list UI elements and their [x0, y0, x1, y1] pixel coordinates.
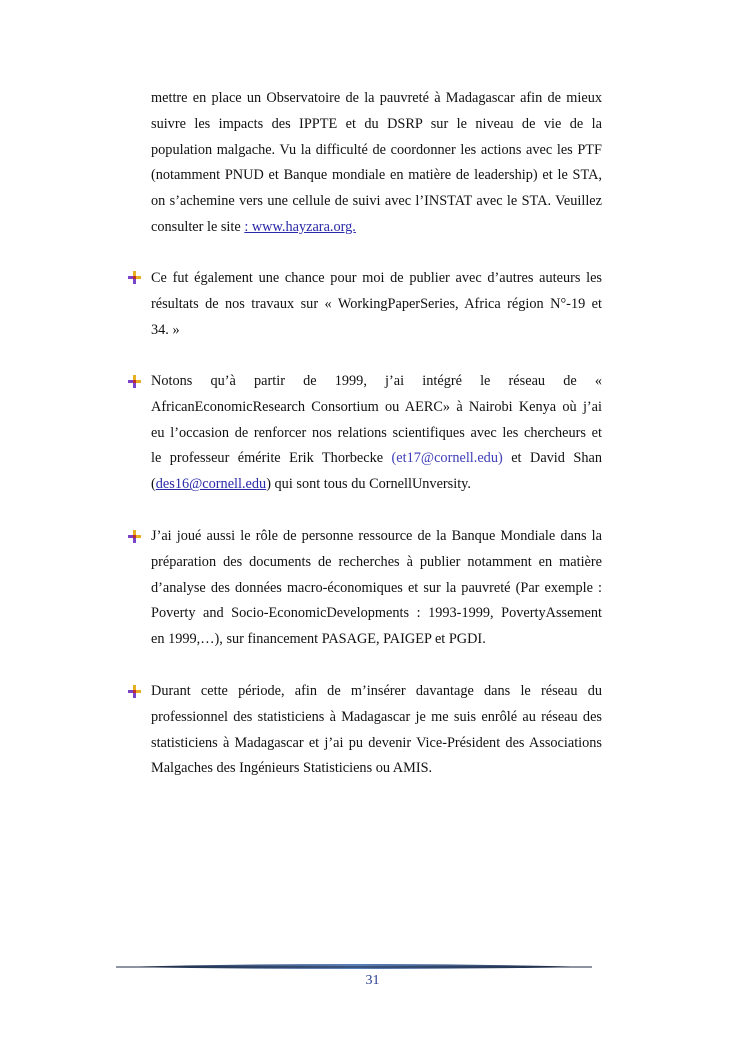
text-line: résultats de nos travaux sur « WorkingPaperSeries, Africa région N°-19 et: [151, 295, 602, 312]
paragraph-banque-mondiale: [151, 524, 602, 653]
text-line: J’ai joué aussi le rôle de personne ressource de la Banque Mondiale dans la: [151, 528, 602, 544]
shan-email-link[interactable]: des16@cornell.edu: [155, 476, 267, 493]
text-line: [151, 472, 602, 498]
text-line: suivre les impacts des IPPTE et du DSRP sur le niveau de vie de la: [151, 115, 602, 132]
text-line: en 1999,…), sur financement PASAGE, PAIGEP et PGDI.: [151, 631, 486, 648]
text-line: Durant cette période, afin de m’insérer davantage dans le réseau du: [151, 683, 602, 699]
text-fragment: consulter le site: [151, 218, 245, 235]
text-line: statisticiens à Madagascar et j’ai pu devenir Vice-Président des Associations: [151, 734, 602, 751]
text-line: Notons qu’à partir de 1999, j’ai intégré le réseau de «: [151, 373, 602, 389]
footer-rule: [116, 961, 592, 973]
bullet-icon: [128, 530, 141, 543]
page-number: 31: [365, 973, 380, 988]
text-line: préparation des documents de recherches à publier notamment en matière: [151, 553, 602, 570]
text-fragment: (: [151, 476, 156, 493]
text-line: mettre en place un Observatoire de la pauvreté à Madagascar afin de mieux: [151, 90, 602, 106]
text-line: [151, 446, 602, 472]
hayzara-link[interactable]: : www.hayzara.org.: [244, 218, 356, 235]
text-line: on s’achemine vers une cellule de suivi avec l’INSTAT avec le STA. Veuillez: [151, 193, 602, 210]
bullet-icon: [128, 375, 141, 388]
text-line: AfricanEconomicResearch Consortium ou AERC» à Nairobi Kenya où j’ai: [151, 398, 602, 415]
text-line: [151, 215, 602, 241]
text-line: Ce fut également une chance pour moi de publier avec d’autres auteurs les: [151, 270, 602, 286]
text-fragment: ) qui sont tous du CornellUnversity.: [266, 476, 471, 493]
bullet-icon: [128, 685, 141, 698]
paragraph-aerc: [151, 369, 602, 498]
text-line: professionnel des statisticiens à Madagascar je me suis enrôlé au réseau des: [151, 708, 602, 725]
text-line: Malgaches des Ingénieurs Statisticiens ou AMIS.: [151, 760, 433, 777]
bullet-icon: [128, 271, 141, 284]
text-line: Poverty and Socio-EconomicDevelopments : 1993-1999, PovertyAssement: [151, 605, 602, 622]
text-fragment: et David Shan: [502, 450, 602, 467]
text-fragment: le professeur émérite Erik Thorbecke: [151, 450, 392, 467]
paragraph-observatoire: [151, 86, 602, 241]
thorbecke-email[interactable]: (et17@cornell.edu): [391, 450, 503, 467]
paragraph-amis: [151, 679, 602, 782]
text-line: (notamment PNUD et Banque mondiale en matière de leadership) et le STA,: [151, 167, 602, 184]
paragraph-publications: [151, 266, 602, 343]
text-line: d’analyse des données macro-économiques et sur la pauvreté (Par exemple :: [151, 579, 602, 596]
text-line: eu l’occasion de renforcer nos relations scientifiques avec les chercheurs et: [151, 424, 602, 441]
text-line: 34. »: [151, 321, 180, 338]
text-line: population malgache. Vu la difficulté de coordonner les actions avec les PTF: [151, 141, 602, 158]
